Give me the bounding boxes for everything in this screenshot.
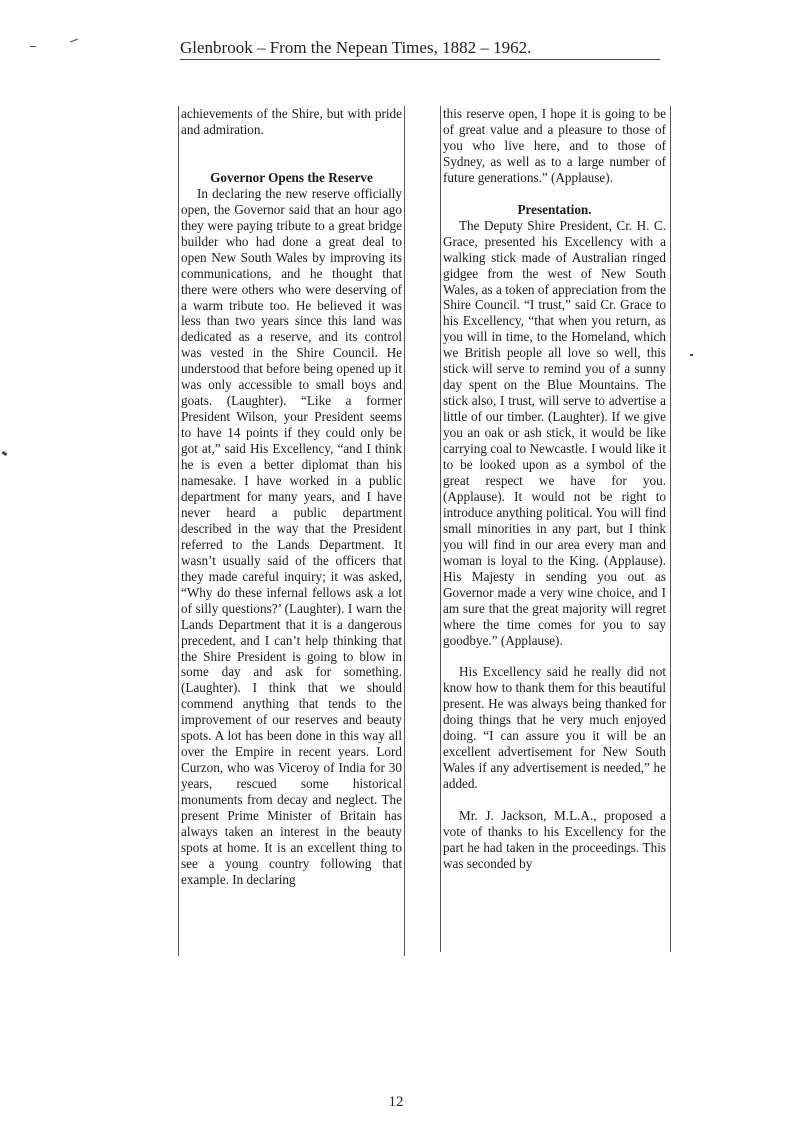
section-heading-governor-opens-reserve: Governor Opens the Reserve bbox=[210, 169, 373, 185]
scan-speck bbox=[2, 451, 8, 456]
left-paragraph-continued: achievements of the Shire, but with pride and admiration. bbox=[181, 106, 402, 137]
left-paragraph-governor-speech: In declaring the new reserve officially open, the Governor said that an hour ago they were paying tribute to a great bridge builder who had done a great deal to open New South Wales by improving its communications, and he thought that there were others who were deserving of a warm tribute too. He believed it was less than two years since this land was dedicated as a reserve, and its control was vested in the Shire Council. He understood that before being opened up it was only accessible to small boys and goats. (Laughter). “Like a former President Wilson, your President seems to have 14 points if they could only be got at,” said His Excellency, “and I think he is even a better diplomat than his namesake. I have worked in a public department for many years, and I have never heard a public department described in the way that the President referred to the Lands Department. It wasn’t usually said of the officers that they made careful inquiry; it was asked, “Why do these infernal fellows ask a lot of silly questions?’ (Laughter). I warn the Lands Department that it is a dangerous precedent, and I can’t help thinking that the Shire President is going to blow in some day and ask for something. (Laughter). I think that we should commend anything that tends to the improvement of our reserves and beauty spots. A lot has been done in this way all over the Empire in recent years. Lord Curzon, who was Viceroy of India for 30 years, rescued some historical monuments from decay and neglect. The present Prime Minister of Britain has always taken an interest in the beauty spots at home. It is an excellent thing to see a young country following that example. In declaring bbox=[181, 185, 402, 887]
spacer bbox=[443, 792, 666, 808]
spacer bbox=[443, 648, 666, 664]
right-paragraph-excellency-reply: His Excellency said he really did not know how to thank them for this beautiful present. He was always being thanked for doing things that he very much enjoyed doing. “I can assure you it will be an excellent advertisement for New South Wales if any advertisement is needed,” he added. bbox=[443, 664, 666, 792]
scan-speck bbox=[70, 39, 78, 43]
page-number: 12 bbox=[388, 1094, 404, 1110]
running-header: Glenbrook – From the Nepean Times, 1882 – 1962. bbox=[180, 38, 532, 57]
header-rule bbox=[180, 59, 660, 60]
spacer bbox=[443, 186, 666, 202]
right-column bbox=[443, 106, 666, 952]
right-paragraph-continued: this reserve open, I hope it is going to be of great value and a pleasure to those of you who live here, and to those of Sydney, as well as to a large number of future generations.” (Applause). bbox=[443, 106, 666, 185]
section-heading-presentation: Presentation. bbox=[517, 201, 592, 217]
left-column bbox=[181, 106, 402, 956]
scan-speck bbox=[30, 46, 36, 47]
right-paragraph-vote-of-thanks: Mr. J. Jackson, M.L.A., proposed a vote of thanks to his Excellency for the part he had taken in the proceedings. This was seconded by bbox=[443, 808, 666, 871]
right-paragraph-presentation: The Deputy Shire President, Cr. H. C. Grace, presented his Excellency with a walking stick made of Australian ringed gidgee from the west of New South Wales, as a token of appreciation from the Shire Council. “I trust,” said Cr. Grace to his Excellency, “that when you return, as you will in time, to the Homeland, which we British people all love so well, this stick will serve to remind you of a sunny day spent on the Blue Mountains. The stick also, I trust, will serve to advertise a little of our timber. (Laughter). If we give you an oak or ash stick, it would be like carrying coal to Newcastle. I would like it to be looked upon as a symbol of the great respect we have for you. (Applause). It would not be right to introduce anything political. You will find small minorities in any part, but I think you will find in our area every man and woman is loyal to the King. (Applause). His Majesty in sending you out as Governor made a very wine choice, and I am sure that the great majority will regret where the time comes for you to say goodbye.” (Applause). bbox=[443, 217, 666, 648]
scan-speck bbox=[690, 354, 693, 356]
spacer bbox=[181, 138, 402, 170]
